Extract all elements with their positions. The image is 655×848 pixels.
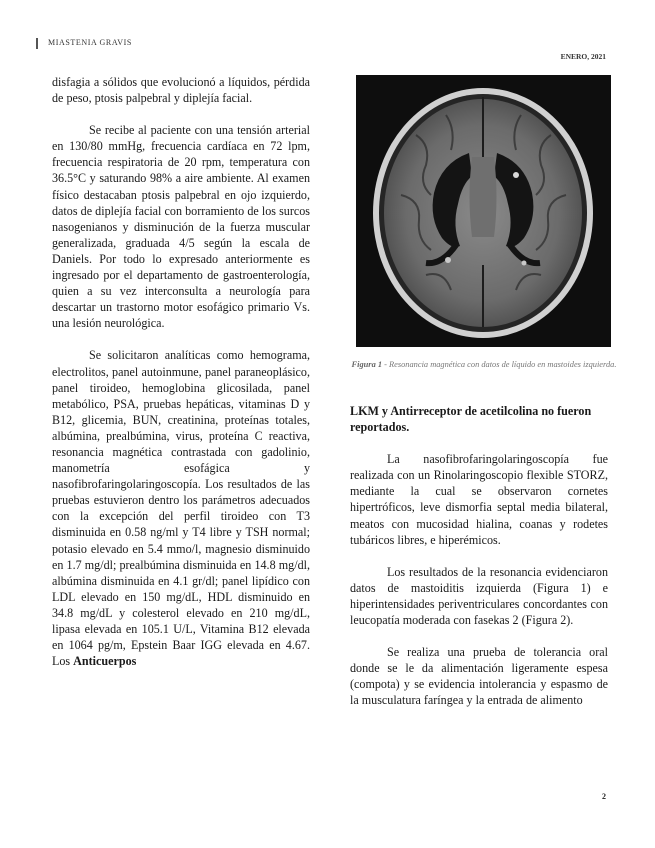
left-column: [52, 74, 310, 669]
figure-label: Figura 1: [351, 360, 383, 369]
paragraph-mri-results: Los resultados de la resonancia evidenciaron datos de mastoiditis izquierda (Figura 1) e hiperintensidades periventriculares concordantes con leucopatía moderada con fasekas 2 (Figura 2).: [350, 564, 608, 628]
figure-caption: [350, 360, 618, 371]
paragraph-nasofibro: La nasofibrofaringolaringoscopía fue realizada con un Rinolaringoscopio flexible STORZ, mediante la cual se observaron cornetes hipertróficos, leve dismorfia septal media bilateral, meatos con mucosidad hialina, coanas y rodetes tubáricos libres, e hiperémicos.: [350, 452, 608, 547]
right-column: [350, 403, 608, 709]
page-number: 2: [602, 792, 606, 801]
paragraph-labs: [52, 347, 310, 669]
running-header-title: MIASTENIA GRAVIS: [48, 38, 132, 47]
labs-text: Se solicitaron analíticas como hemograma, electrolitos, panel autoinmune, panel paraneoplásico, panel tiroideo, hemoglobina glicosilada, panel metabólico, PSA, pruebas hepáticas, vitaminas D y B12, glicemia, BUN, creatinina, proteínas totales, albúmina, prealbúmina, virus, proteína C reactiva, resonancia magnética contrastada con gadolinio, manometría esofágica y nasofibrofaringolaringoscopía. Los resultados de las pruebas estuvieron dentro los parámetros adecuados con la excepción del perfil tiroideo con T3 disminuida en 0.58 ng/ml y T4 libre y TSH normal; potasio elevado en 5.4 mmo/l, magnesio disminuido en 1.7 mg/dl; prealbúmina disminuida en 14.8 mg/dl, albúmina disminuida en 4.1 gr/dl; panel lipídico con LDL elevado en 150 mg/dL, HDL disminuido en 34.8 mg/dL y colesterol elevado en 210 mg/dL, lipasa elevada en 105.1 U/L, Vitamina B12 elevada en 1064 pg/m, Epstein Baar IGG elevada en 4.67. Los: [52, 348, 310, 669]
labs-bold-term: Anticuerpos: [73, 654, 137, 669]
mri-figure-image: [356, 75, 611, 347]
paragraph-continued: disfagia a sólidos que evolucionó a líquidos, pérdida de peso, ptosis palpebral y diplejía facial.: [52, 75, 310, 106]
figure-caption-text: - Resonancia magnética con datos de líquido en mastoides izquierda.: [382, 360, 617, 369]
paragraph-oral-test: Se realiza una prueba de tolerancia oral donde se le da alimentación ligeramente espesa (compota) y se evidencia intolerancia y espasmo de la musculatura faríngea y la entrada de alimento: [350, 645, 608, 708]
paragraph-vitals: Se recibe al paciente con una tensión arterial en 130/80 mmHg, frecuencia cardíaca en 72 lpm, frecuencia respiratoria de 20 rpm, temperatura con 36.5°C y saturando 98% a aire ambiente. Al examen físico destacaban ptosis palpebral en ojo izquierdo, datos de diplejía facial con borramiento de los surcos nasogenianos y disminución de la fuerza muscular generalizada, graduada 4/5 según la escala de Daniels. Por todo lo expresado anteriormente es ingresado por el departamento de gastroenterología, quien a su vez interconsulta a neurología para descartar un trastorno motor esofágico primario Vs. una lesión neurológica.: [52, 123, 310, 331]
header-rule: [36, 38, 38, 49]
running-header-date: ENERO, 2021: [560, 52, 606, 61]
section-heading: LKM y Antirreceptor de acetilcolina no fueron reportados.: [350, 404, 592, 435]
